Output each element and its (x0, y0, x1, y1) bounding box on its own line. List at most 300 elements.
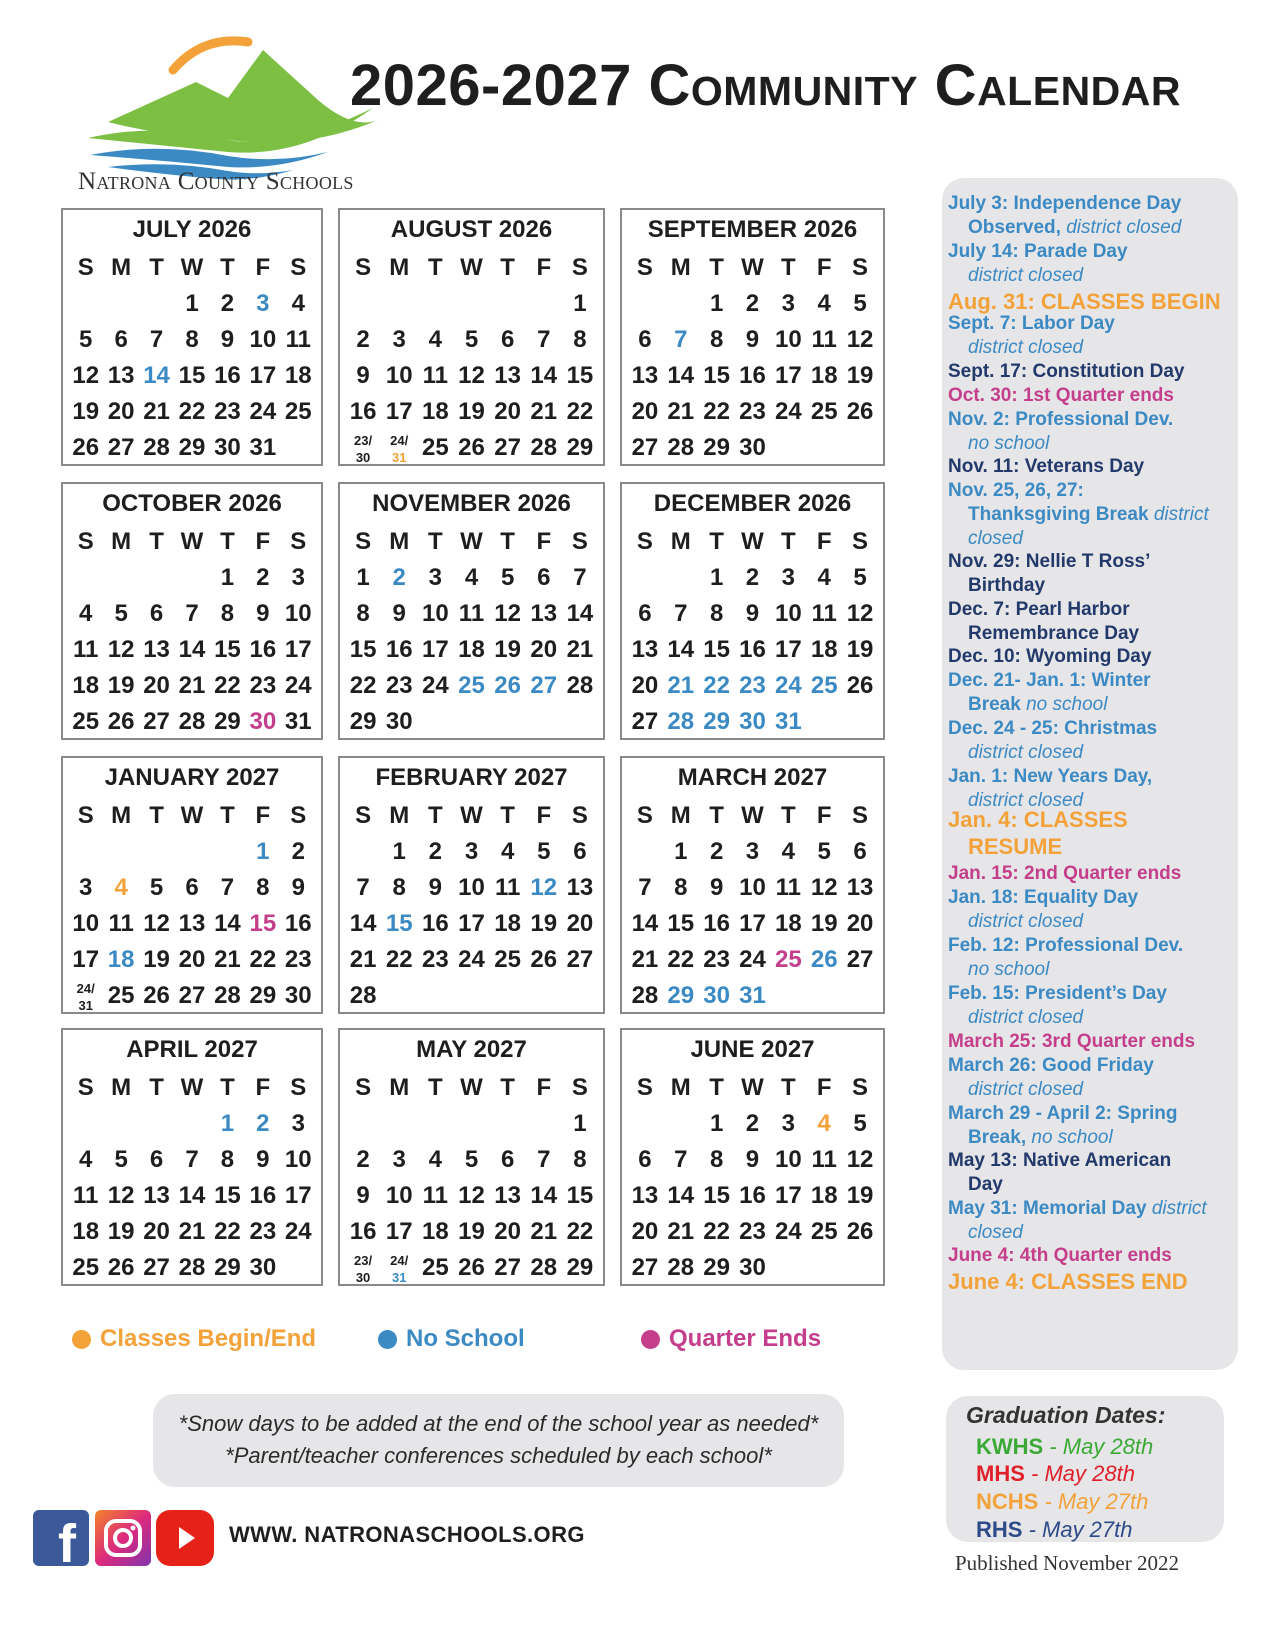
calendar-day: 22 (566, 1218, 594, 1245)
calendar-day: 14 (143, 362, 170, 389)
weekday-header: M (389, 1074, 410, 1101)
calendar-day: 29 (703, 434, 730, 461)
calendar-day: 1 (709, 564, 724, 591)
calendar-day: 28 (530, 1254, 558, 1281)
weekday-header: T (500, 1074, 515, 1101)
weekday-header: F (255, 528, 271, 555)
calendar-day: 18 (774, 910, 802, 937)
calendar-day: 11 (108, 910, 134, 937)
calendar-day: 26 (494, 672, 521, 699)
calendar-day: 2 (428, 838, 443, 865)
calendar-day: 22 (178, 398, 206, 425)
calendar-day: 29 (703, 708, 730, 735)
calendar-day: 6 (185, 874, 199, 901)
pink-dot-icon (641, 1330, 660, 1349)
calendar-day: 29 (214, 708, 241, 735)
weekday-header: F (255, 1074, 271, 1101)
weekday-header: T (500, 254, 515, 281)
calendar-day: 1 (709, 1110, 724, 1137)
graduation-school: RHS (976, 1517, 1023, 1542)
event-item (942, 360, 1238, 384)
calendar-day: 14 (667, 1182, 695, 1209)
calendar-day: 1 (185, 290, 199, 317)
calendar-day: 8 (356, 600, 370, 627)
calendar-day: 31 (284, 708, 312, 735)
weekday-header: S (290, 254, 307, 281)
calendar-day: 20 (530, 636, 558, 663)
weekday-header: F (255, 802, 271, 829)
event-text: closed (968, 1222, 1023, 1243)
calendar-day: 23 (214, 398, 241, 425)
month-september-2026 (620, 208, 885, 466)
calendar-day: 25 (72, 1254, 100, 1281)
calendar-day: 19 (846, 362, 874, 389)
calendar-day: 13 (631, 362, 659, 389)
calendar-day: 20 (107, 398, 135, 425)
calendar-day: 14 (214, 910, 241, 937)
calendar-day: 26 (458, 434, 485, 461)
calendar-day: 26 (810, 946, 838, 973)
event-item (942, 806, 1238, 860)
event-text: July 3: Independence Day (948, 193, 1182, 214)
calendar-day: 23 (284, 946, 312, 973)
calendar-day: 11 (811, 326, 837, 353)
calendar-day: 12 (143, 910, 170, 937)
month-november-2026 (338, 482, 605, 740)
calendar-day: 9 (745, 326, 760, 353)
calendar-day: 17 (249, 362, 277, 389)
weekday-header: S (852, 802, 869, 829)
calendar-day: 1 (220, 564, 235, 591)
calendar-day: 7 (573, 564, 587, 591)
calendar-day: 6 (149, 600, 164, 627)
event-text: no school (1031, 1127, 1113, 1148)
calendar-day: 21 (667, 398, 695, 425)
calendar-day: 27 (631, 1254, 659, 1281)
calendar-day: 29 (703, 1254, 730, 1281)
calendar-day: 19 (458, 398, 485, 425)
calendar-day: 17 (72, 946, 100, 973)
calendar-day: 6 (149, 1146, 164, 1173)
calendar-day: 21 (214, 946, 241, 973)
calendar-day: 16 (703, 910, 730, 937)
calendar-day: 3 (291, 564, 305, 591)
calendar-day: 2 (745, 564, 760, 591)
calendar-day: 3 (464, 838, 479, 865)
calendar-day: 19 (107, 1218, 135, 1245)
calendar-day: 16 (349, 1218, 377, 1245)
calendar-day: 11 (811, 600, 837, 627)
event-text: Nov. 11: Veterans Day (948, 456, 1145, 477)
weekday-header: W (180, 802, 204, 829)
weekday-header: F (816, 802, 832, 829)
calendar-day: 12 (458, 362, 485, 389)
weekday-header: W (741, 528, 764, 555)
calendar-day: 5 (853, 290, 867, 317)
weekday-header: F (816, 1074, 832, 1101)
calendar-day: 18 (72, 1218, 100, 1245)
calendar-day: 10 (385, 1182, 413, 1209)
calendar-day: 17 (774, 636, 802, 663)
event-text: Dec. 10: Wyoming Day (948, 646, 1152, 667)
calendar-day: 19 (143, 946, 170, 973)
calendar-day: 17 (458, 910, 485, 937)
calendar-day: 10 (774, 326, 802, 353)
notes-box (153, 1394, 844, 1487)
calendar-day: 8 (392, 874, 406, 901)
calendar-day: 21 (530, 1218, 558, 1245)
calendar-day: 9 (709, 874, 724, 901)
youtube-icon[interactable] (156, 1510, 214, 1566)
weekday-header: S (290, 528, 307, 555)
weekday-header: S (571, 1074, 588, 1101)
calendar-day: 28 (178, 708, 206, 735)
weekday-header: S (77, 802, 94, 829)
calendar-day: 9 (356, 362, 370, 389)
graduation-row (976, 1434, 1153, 1460)
calendar-day: 20 (494, 1218, 521, 1245)
event-item (942, 479, 1238, 551)
calendar-day: 29 (349, 708, 377, 735)
calendar-day: 16 (739, 1182, 766, 1209)
weekday-header: W (460, 802, 483, 829)
weekday-header: S (571, 528, 588, 555)
calendar-day: 13 (143, 1182, 170, 1209)
legend-begin-end (72, 1325, 316, 1353)
note-snow-days: *Snow days to be added at the end of the school year as needed* (178, 1411, 819, 1436)
calendar-day: 13 (631, 1182, 659, 1209)
calendar-day: 9 (745, 600, 760, 627)
event-item (942, 192, 1238, 240)
weekday-header: M (670, 528, 691, 555)
calendar-day: 7 (674, 326, 688, 353)
calendar-day: 11 (422, 362, 449, 389)
calendar-day: 9 (356, 1182, 370, 1209)
month-title: MARCH 2027 (677, 764, 828, 791)
calendar-day: 9 (220, 326, 235, 353)
event-text: Jan. 1: New Years Day, (948, 766, 1153, 787)
calendar-day: 16 (249, 1182, 277, 1209)
month-january-2027 (61, 756, 323, 1014)
calendar-day: 25 (422, 1254, 449, 1281)
calendar-day: 4 (428, 326, 443, 353)
calendar-day: 15 (385, 910, 413, 937)
calendar-day: 14 (631, 910, 659, 937)
weekday-header: M (111, 802, 132, 829)
calendar-day: 26 (846, 1218, 874, 1245)
event-item (942, 384, 1238, 408)
calendar-day: 20 (143, 672, 170, 699)
weekday-header: T (428, 802, 443, 829)
calendar-day: 22 (566, 398, 594, 425)
event-text: March 25: 3rd Quarter ends (948, 1031, 1196, 1052)
calendar-day: 22 (249, 946, 277, 973)
calendar-day: 22 (385, 946, 413, 973)
event-text: Sept. 17: Constitution Day (948, 361, 1185, 382)
weekday-header: T (149, 528, 164, 555)
weekday-header: T (220, 1074, 235, 1101)
calendar-day: 5 (149, 874, 164, 901)
calendar-day: 27 (143, 1254, 170, 1281)
calendar-day: 16 (385, 636, 413, 663)
event-text: Feb. 12: Professional Dev. (948, 935, 1184, 956)
calendar-day: 6 (500, 326, 515, 353)
calendar-day: 25 (774, 946, 802, 973)
calendar-day-split: 23/ 30 (354, 433, 373, 465)
instagram-icon[interactable] (95, 1510, 151, 1566)
weekday-header: S (636, 254, 653, 281)
event-text: district closed (968, 911, 1084, 932)
calendar-day: 23 (739, 398, 766, 425)
weekday-header: F (536, 254, 552, 281)
calendar-day: 26 (530, 946, 558, 973)
calendar-day: 4 (114, 874, 128, 901)
weekday-header: M (670, 254, 691, 281)
month-title: NOVEMBER 2026 (372, 490, 571, 517)
weekday-header: F (816, 254, 832, 281)
event-text: RESUME (968, 834, 1063, 859)
calendar-day: 8 (185, 326, 199, 353)
calendar-day: 18 (810, 1182, 838, 1209)
graduation-row (976, 1489, 1148, 1515)
calendar-day: 22 (214, 1218, 241, 1245)
calendar-day: 11 (285, 326, 311, 353)
weekday-header: T (428, 528, 443, 555)
calendar-day: 30 (249, 1254, 277, 1281)
weekday-header: M (111, 254, 132, 281)
event-item (942, 288, 1238, 315)
event-text: June 4: CLASSES END (948, 1269, 1188, 1294)
weekday-header: M (389, 528, 410, 555)
calendar-day: 5 (853, 1110, 867, 1137)
calendar-day: 4 (781, 838, 796, 865)
event-item (942, 1244, 1238, 1268)
calendar-day: 20 (631, 672, 659, 699)
calendar-day: 6 (537, 564, 551, 591)
calendar-day: 5 (853, 564, 867, 591)
event-text: March 26: Good Friday (948, 1055, 1154, 1076)
calendar-day: 2 (709, 838, 724, 865)
calendar-day: 3 (79, 874, 93, 901)
calendar-day: 8 (709, 1146, 724, 1173)
calendar-day: 28 (566, 672, 594, 699)
calendar-day: 28 (214, 982, 241, 1009)
calendar-day: 19 (846, 1182, 874, 1209)
calendar-day: 14 (667, 362, 695, 389)
weekday-header: S (636, 1074, 653, 1101)
calendar-day: 27 (107, 434, 135, 461)
calendar-day: 18 (422, 398, 449, 425)
calendar-day: 15 (703, 636, 730, 663)
event-item (942, 1149, 1238, 1197)
calendar-day: 16 (422, 910, 449, 937)
calendar-day: 14 (178, 1182, 206, 1209)
calendar-day: 4 (817, 1110, 831, 1137)
graduation-date: - May 27th (1022, 1517, 1133, 1542)
calendar-day: 28 (178, 1254, 206, 1281)
event-text: May 13: Native American (948, 1150, 1172, 1171)
weekday-header: S (571, 802, 588, 829)
event-item (942, 550, 1238, 598)
calendar-day: 18 (72, 672, 100, 699)
calendar-day: 31 (739, 982, 766, 1009)
calendar-day: 7 (185, 1146, 199, 1173)
calendar-day: 22 (667, 946, 695, 973)
weekday-header: S (636, 802, 653, 829)
event-item (942, 886, 1238, 934)
calendar-day: 14 (530, 362, 558, 389)
weekday-header: T (500, 802, 515, 829)
calendar-day: 26 (72, 434, 100, 461)
calendar-day: 31 (774, 708, 802, 735)
legend-no-school-label: No School (406, 1325, 525, 1352)
calendar-day: 10 (72, 910, 100, 937)
calendar-day: 12 (458, 1182, 485, 1209)
weekday-header: W (741, 802, 764, 829)
calendar-day: 17 (385, 398, 413, 425)
calendar-day: 14 (530, 1182, 558, 1209)
calendar-day: 2 (291, 838, 305, 865)
calendar-day: 19 (107, 672, 135, 699)
event-text: district closed (968, 1007, 1084, 1028)
calendar-day: 17 (774, 1182, 802, 1209)
weekday-header: S (355, 1074, 372, 1101)
event-text: district (1151, 1198, 1207, 1219)
weekday-header: S (290, 1074, 307, 1101)
calendar-day: 24 (774, 398, 802, 425)
event-text: closed (968, 528, 1023, 549)
calendar-day: 16 (249, 636, 277, 663)
calendar-day: 12 (107, 1182, 135, 1209)
calendar-day: 25 (72, 708, 100, 735)
calendar-day: 30 (284, 982, 312, 1009)
calendar-day: 23 (385, 672, 413, 699)
website-link[interactable]: WWW. NATRONASCHOOLS.ORG (229, 1522, 585, 1547)
calendar-day: 15 (703, 362, 730, 389)
weekday-header: F (816, 528, 832, 555)
calendar-day: 18 (107, 946, 135, 973)
calendar-day: 17 (774, 362, 802, 389)
calendar-day: 11 (73, 636, 99, 663)
calendar-day: 28 (530, 434, 558, 461)
calendar-day: 27 (143, 708, 170, 735)
event-item (942, 669, 1238, 717)
calendar-day: 19 (810, 910, 838, 937)
calendar-day: 21 (143, 398, 170, 425)
calendar-day: 18 (494, 910, 521, 937)
calendar-day: 2 (220, 290, 235, 317)
weekday-header: T (781, 528, 796, 555)
calendar-day: 8 (573, 1146, 587, 1173)
calendar-day: 6 (638, 326, 652, 353)
calendar-day: 31 (249, 434, 277, 461)
month-title: AUGUST 2026 (390, 216, 553, 243)
weekday-header: T (220, 254, 235, 281)
calendar-day: 21 (178, 672, 206, 699)
calendar-day: 20 (178, 946, 206, 973)
event-text: Observed, (968, 217, 1067, 238)
facebook-icon[interactable] (33, 1510, 89, 1566)
calendar-day: 2 (356, 326, 370, 353)
calendar-day: 15 (566, 1182, 594, 1209)
calendar-day: 1 (392, 838, 406, 865)
weekday-header: W (180, 528, 204, 555)
calendar-day: 23 (739, 1218, 766, 1245)
page-title: 2026-2027 Community Calendar (350, 53, 1182, 118)
calendar-day: 8 (709, 326, 724, 353)
calendar-day: 13 (143, 636, 170, 663)
weekday-header: S (355, 802, 372, 829)
calendar-day: 25 (494, 946, 521, 973)
weekday-header: S (355, 254, 372, 281)
calendar-day: 17 (284, 636, 312, 663)
calendar-day: 21 (566, 636, 594, 663)
weekday-header: T (709, 528, 724, 555)
event-text: no school (1026, 694, 1108, 715)
event-text: June 4: 4th Quarter ends (948, 1245, 1172, 1266)
weekday-header: M (670, 802, 691, 829)
blue-dot-icon (378, 1330, 397, 1349)
weekday-header: M (389, 802, 410, 829)
legend-no-school (378, 1325, 525, 1353)
calendar-day: 9 (256, 1146, 270, 1173)
weekday-header: M (111, 528, 132, 555)
weekday-header: S (852, 1074, 869, 1101)
calendar-day: 19 (530, 910, 558, 937)
calendar-day: 25 (284, 398, 312, 425)
calendar-day: 30 (703, 982, 730, 1009)
calendar-day: 5 (464, 1146, 479, 1173)
calendar-day: 22 (349, 672, 377, 699)
calendar-day: 22 (214, 672, 241, 699)
month-title: JANUARY 2027 (104, 764, 280, 791)
graduation-box (946, 1396, 1224, 1542)
event-text: no school (968, 433, 1050, 454)
calendar-day: 24 (458, 946, 485, 973)
calendar-day: 11 (811, 1146, 837, 1173)
weekday-header: F (255, 254, 271, 281)
event-text: Jan. 15: 2nd Quarter ends (948, 863, 1182, 884)
weekday-header: W (180, 254, 204, 281)
calendar-day: 27 (631, 708, 659, 735)
calendar-day: 10 (458, 874, 485, 901)
month-title: APRIL 2027 (126, 1036, 258, 1063)
calendar-day: 29 (249, 982, 277, 1009)
calendar-day: 14 (566, 600, 594, 627)
calendar-day: 15 (566, 362, 594, 389)
calendar-day: 14 (178, 636, 206, 663)
weekday-header: W (180, 1074, 204, 1101)
published-date: Published November 2022 (955, 1551, 1179, 1575)
calendar-day-split: 23/ 30 (354, 1253, 373, 1285)
calendar-day: 27 (494, 1254, 521, 1281)
calendar-day: 5 (817, 838, 831, 865)
graduation-date: - May 27th (1038, 1489, 1149, 1514)
calendar-day: 5 (114, 600, 128, 627)
calendar-day: 26 (846, 398, 874, 425)
calendar-day: 11 (73, 1182, 99, 1209)
calendar-day: 29 (178, 434, 206, 461)
month-february-2027 (338, 756, 605, 1014)
calendar-day: 4 (500, 838, 515, 865)
event-text: district closed (968, 265, 1084, 286)
calendar-day: 2 (745, 1110, 760, 1137)
calendar-day: 15 (249, 910, 277, 937)
calendar-day: 22 (703, 398, 730, 425)
calendar-day: 28 (631, 982, 659, 1009)
calendar-day: 23 (249, 1218, 277, 1245)
calendar-day: 7 (149, 326, 164, 353)
